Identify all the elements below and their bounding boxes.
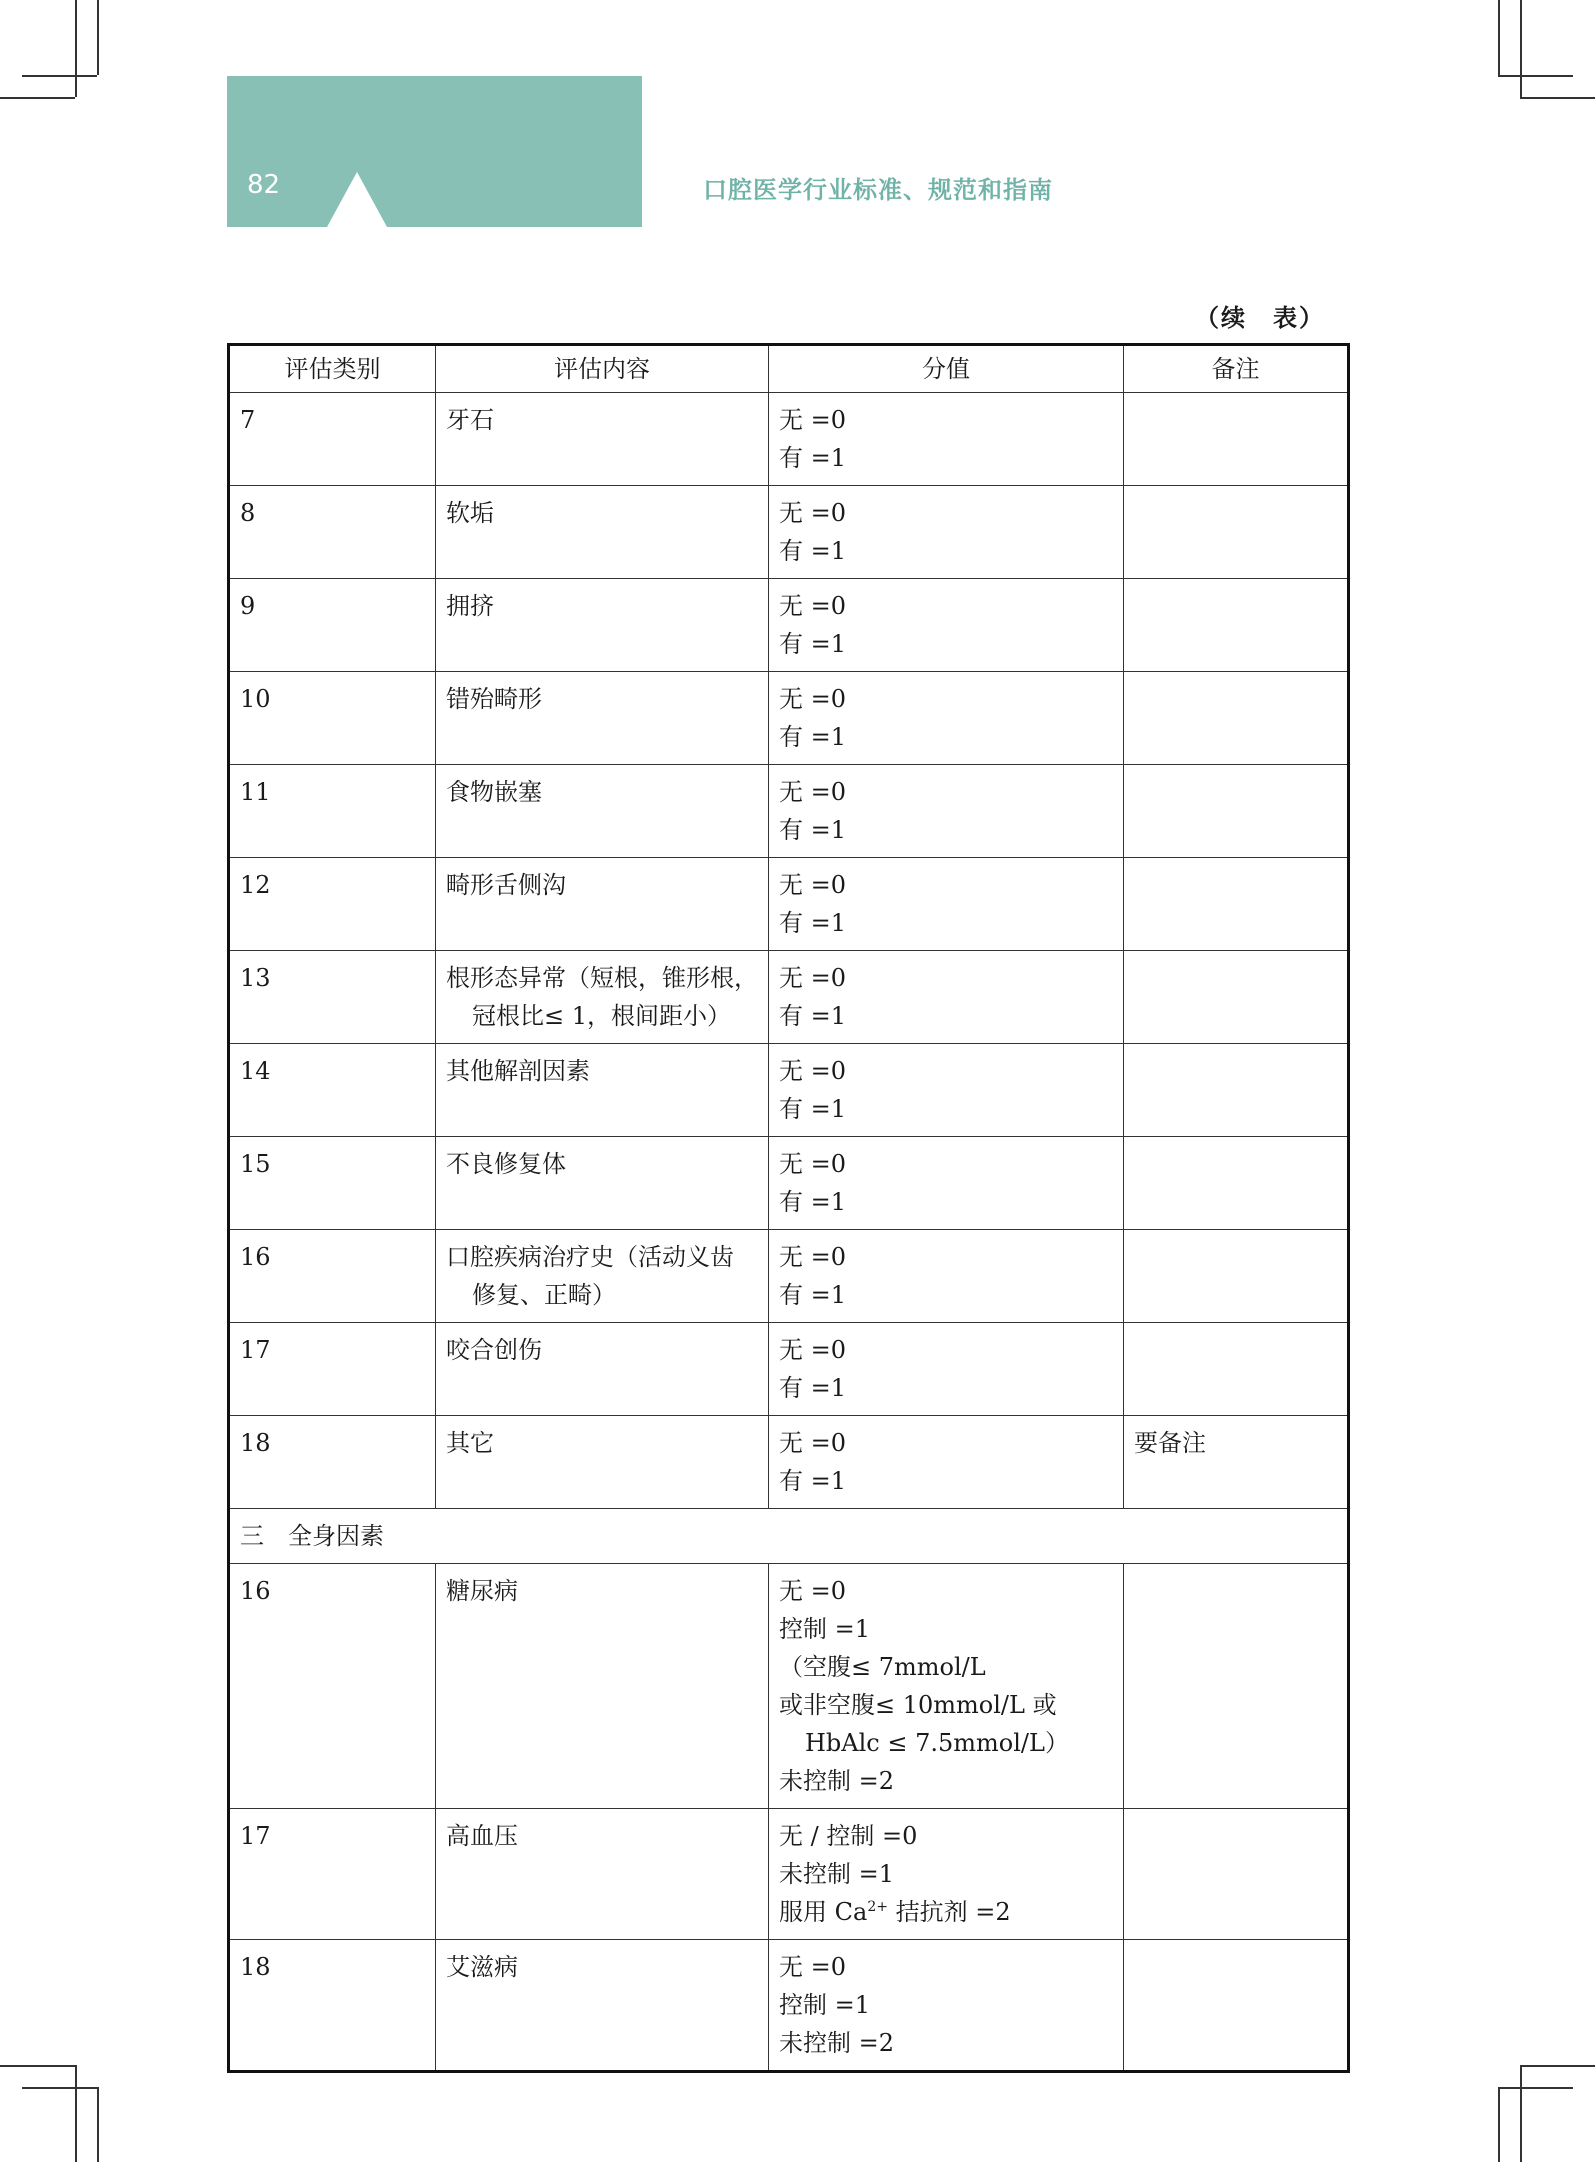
item-content: 其他解剖因素 bbox=[436, 1044, 769, 1137]
item-scores: 无 =0 有 =1 bbox=[769, 1044, 1124, 1137]
item-scores: 无 =0 控制 =1 未控制 =2 bbox=[769, 1940, 1124, 2072]
item-note: 要备注 bbox=[1124, 1416, 1349, 1509]
item-content: 口腔疾病治疗史（活动义齿 修复、正畸） bbox=[436, 1230, 769, 1323]
item-number: 16 bbox=[229, 1230, 436, 1323]
item-number: 17 bbox=[229, 1323, 436, 1416]
crop-mark bbox=[22, 75, 97, 77]
item-content: 畸形舌侧沟 bbox=[436, 858, 769, 951]
item-content: 拥挤 bbox=[436, 579, 769, 672]
table-row bbox=[229, 765, 1349, 858]
item-number: 16 bbox=[229, 1564, 436, 1809]
item-note bbox=[1124, 765, 1349, 858]
item-scores: 无 =0 有 =1 bbox=[769, 1416, 1124, 1509]
item-note bbox=[1124, 1323, 1349, 1416]
item-scores: 无 =0 有 =1 bbox=[769, 393, 1124, 486]
item-scores: 无 =0 有 =1 bbox=[769, 1230, 1124, 1323]
item-number: 13 bbox=[229, 951, 436, 1044]
item-note bbox=[1124, 951, 1349, 1044]
item-number: 11 bbox=[229, 765, 436, 858]
column-header: 分值 bbox=[769, 345, 1124, 393]
table-header-row bbox=[229, 345, 1349, 393]
item-content: 食物嵌塞 bbox=[436, 765, 769, 858]
item-content: 高血压 bbox=[436, 1809, 769, 1940]
item-scores: 无 =0 有 =1 bbox=[769, 951, 1124, 1044]
table-row bbox=[229, 672, 1349, 765]
item-note bbox=[1124, 1940, 1349, 2072]
item-number: 18 bbox=[229, 1416, 436, 1509]
item-number: 18 bbox=[229, 1940, 436, 2072]
crop-mark bbox=[1498, 2087, 1500, 2162]
assessment-table bbox=[227, 343, 1350, 2073]
crop-mark bbox=[1520, 0, 1522, 97]
item-number: 15 bbox=[229, 1137, 436, 1230]
table-row bbox=[229, 1137, 1349, 1230]
column-header: 备注 bbox=[1124, 345, 1349, 393]
crop-mark bbox=[1498, 0, 1500, 75]
table-row bbox=[229, 1940, 1349, 2072]
item-scores: 无 =0 有 =1 bbox=[769, 672, 1124, 765]
item-scores: 无 =0 有 =1 bbox=[769, 1323, 1124, 1416]
table-row bbox=[229, 1044, 1349, 1137]
item-scores: 无 =0 有 =1 bbox=[769, 858, 1124, 951]
item-number: 10 bbox=[229, 672, 436, 765]
item-number: 8 bbox=[229, 486, 436, 579]
item-content: 根形态异常（短根，锥形根， 冠根比≤ 1，根间距小） bbox=[436, 951, 769, 1044]
crop-mark bbox=[1498, 2087, 1573, 2089]
crop-mark bbox=[1520, 2065, 1522, 2162]
item-scores: 无 =0 有 =1 bbox=[769, 1137, 1124, 1230]
table-row bbox=[229, 858, 1349, 951]
item-note bbox=[1124, 1230, 1349, 1323]
item-note bbox=[1124, 393, 1349, 486]
item-content: 咬合创伤 bbox=[436, 1323, 769, 1416]
crop-mark bbox=[1520, 97, 1595, 99]
crop-mark bbox=[97, 0, 99, 75]
item-number: 12 bbox=[229, 858, 436, 951]
item-note bbox=[1124, 1044, 1349, 1137]
crop-mark bbox=[0, 2065, 75, 2067]
item-content: 错殆畸形 bbox=[436, 672, 769, 765]
item-number: 17 bbox=[229, 1809, 436, 1940]
table-row bbox=[229, 1230, 1349, 1323]
table-row bbox=[229, 1323, 1349, 1416]
table-row bbox=[229, 1809, 1349, 1940]
item-number: 14 bbox=[229, 1044, 436, 1137]
table-row bbox=[229, 579, 1349, 672]
item-scores: 无 =0 有 =1 bbox=[769, 579, 1124, 672]
table-row bbox=[229, 1416, 1349, 1509]
column-header: 评估内容 bbox=[436, 345, 769, 393]
header-band bbox=[227, 76, 642, 227]
item-scores: 无 =0 控制 =1 （空腹≤ 7mmol/L 或非空腹≤ 10mmol/L 或 HbAlc ≤ 7.5mmol/L） 未控制 =2 bbox=[769, 1564, 1124, 1809]
item-note bbox=[1124, 1137, 1349, 1230]
continued-label: （续 表） bbox=[1195, 303, 1325, 332]
item-number: 7 bbox=[229, 393, 436, 486]
item-content: 艾滋病 bbox=[436, 1940, 769, 2072]
page-number: 82 bbox=[247, 170, 281, 200]
item-scores: 无 =0 有 =1 bbox=[769, 486, 1124, 579]
item-content: 不良修复体 bbox=[436, 1137, 769, 1230]
table-row bbox=[229, 951, 1349, 1044]
crop-mark bbox=[97, 2087, 99, 2162]
item-note bbox=[1124, 579, 1349, 672]
running-title: 口腔医学行业标准、规范和指南 bbox=[703, 176, 1053, 204]
section-title: 三 全身因素 bbox=[229, 1509, 1349, 1564]
crop-mark bbox=[0, 97, 75, 99]
item-note bbox=[1124, 1564, 1349, 1809]
header-notch bbox=[327, 172, 387, 227]
section-row bbox=[229, 1509, 1349, 1564]
column-header: 评估类别 bbox=[229, 345, 436, 393]
crop-mark bbox=[75, 0, 77, 97]
item-note bbox=[1124, 1809, 1349, 1940]
item-note bbox=[1124, 486, 1349, 579]
item-content: 牙石 bbox=[436, 393, 769, 486]
crop-mark bbox=[75, 2065, 77, 2162]
crop-mark bbox=[22, 2087, 97, 2089]
crop-mark bbox=[1520, 2065, 1595, 2067]
table-row bbox=[229, 486, 1349, 579]
item-scores: 无 =0 有 =1 bbox=[769, 765, 1124, 858]
item-content: 糖尿病 bbox=[436, 1564, 769, 1809]
crop-mark bbox=[1498, 75, 1573, 77]
item-content: 其它 bbox=[436, 1416, 769, 1509]
item-note bbox=[1124, 672, 1349, 765]
item-content: 软垢 bbox=[436, 486, 769, 579]
table-row bbox=[229, 1564, 1349, 1809]
item-scores: 无 / 控制 =0 未控制 =1 服用 $Ca^{2+}$ 拮抗剂 =2 bbox=[769, 1809, 1124, 1940]
table-row bbox=[229, 393, 1349, 486]
item-number: 9 bbox=[229, 579, 436, 672]
item-note bbox=[1124, 858, 1349, 951]
